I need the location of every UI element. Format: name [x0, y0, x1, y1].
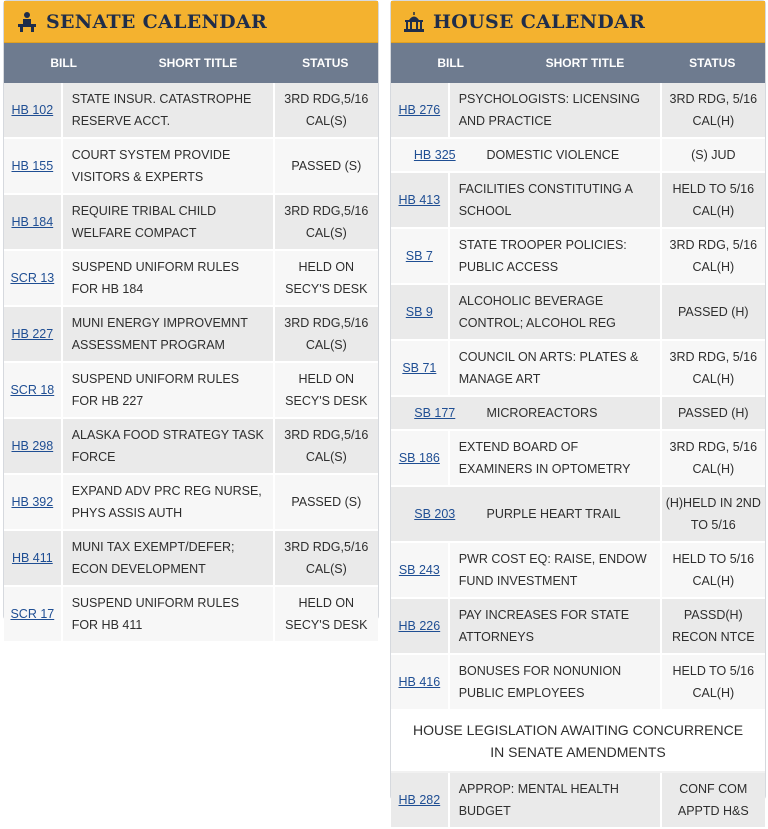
short-title-cell: EXTEND BOARD OF EXAMINERS IN OPTOMETRY: [458, 440, 631, 476]
table-row: [391, 229, 765, 285]
bill-cell: [4, 587, 63, 641]
table-row: [391, 655, 765, 711]
short-title-cell: MICROREACTORS: [486, 406, 598, 420]
short-title-cell: EXPAND ADV PRC REG NURSE, PHYS ASSIS AUTH: [71, 484, 262, 520]
status-cell: HELD ON SECY'S DESK: [273, 251, 378, 305]
short-title-cell: PWR COST EQ: RAISE, ENDOW FUND INVESTMENT: [458, 552, 647, 588]
status-cell: 3RD RDG,5/16 CAL(S): [273, 307, 378, 361]
bill-link[interactable]: SB 71: [402, 361, 437, 375]
bill-cell: [391, 655, 450, 709]
bill-cell: [4, 475, 63, 529]
status-cell: 3RD RDG, 5/16 CAL(H): [660, 83, 765, 137]
table-row: [4, 139, 378, 195]
bill-cell: [391, 773, 450, 827]
table-row: [391, 139, 765, 173]
senate-column-headers: [4, 43, 378, 83]
short-title-cell: FACILITIES CONSTITUTING A SCHOOL: [458, 182, 633, 218]
bill-link[interactable]: HB 413: [398, 193, 441, 207]
short-title-cell: MUNI TAX EXEMPT/DEFER; ECON DEVELOPMENT: [71, 540, 235, 576]
bill-link[interactable]: HB 155: [11, 159, 54, 173]
status-cell: 3RD RDG, 5/16 CAL(H): [660, 229, 765, 283]
table-row: [4, 419, 378, 475]
bill-link[interactable]: HB 298: [11, 439, 54, 453]
bill-cell: [391, 229, 450, 283]
bill-cell: [391, 341, 450, 395]
short-title-cell: REQUIRE TRIBAL CHILD WELFARE COMPACT: [71, 204, 217, 240]
table-row: [391, 487, 765, 543]
table-row: [4, 251, 378, 307]
short-title-cell: COUNCIL ON ARTS: PLATES & MANAGE ART: [458, 350, 639, 386]
bill-cell: [391, 285, 450, 339]
house-column-headers: [391, 43, 765, 83]
status-cell: 3RD RDG,5/16 CAL(S): [273, 531, 378, 585]
bill-cell: [391, 83, 450, 137]
bill-link[interactable]: SB 7: [405, 249, 433, 263]
bill-cell: [391, 139, 479, 171]
table-row: [4, 587, 378, 643]
bill-link[interactable]: SB 243: [398, 563, 440, 577]
table-row: [391, 83, 765, 139]
status-cell: 3RD RDG,5/16 CAL(S): [273, 419, 378, 473]
short-title-cell: COURT SYSTEM PROVIDE VISITORS & EXPERTS: [71, 148, 231, 184]
bill-column-header: BILL: [50, 56, 78, 70]
bill-cell: [391, 397, 479, 429]
house-calendar-title: HOUSE CALENDAR: [433, 10, 646, 33]
bill-link[interactable]: SB 186: [398, 451, 440, 465]
short-title-cell: PSYCHOLOGISTS: LICENSING AND PRACTICE: [458, 92, 640, 128]
status-cell: 3RD RDG,5/16 CAL(S): [273, 195, 378, 249]
bill-cell: [4, 251, 63, 305]
status-cell: PASSD(H) RECON NTCE: [660, 599, 765, 653]
bill-link[interactable]: SB 203: [414, 507, 456, 521]
bill-link[interactable]: HB 102: [11, 103, 54, 117]
bill-link[interactable]: HB 282: [398, 793, 441, 807]
status-cell: (S) JUD: [660, 139, 765, 171]
status-cell: HELD ON SECY'S DESK: [273, 363, 378, 417]
short-title-cell: MUNI ENERGY IMPROVEMNT ASSESSMENT PROGRAM: [71, 316, 248, 352]
status-cell: 3RD RDG, 5/16 CAL(H): [660, 341, 765, 395]
bill-link[interactable]: HB 276: [398, 103, 441, 117]
short-title-cell: STATE INSUR. CATASTROPHE RESERVE ACCT.: [71, 92, 252, 128]
short-title-cell: ALCOHOLIC BEVERAGE CONTROL; ALCOHOL REG: [458, 294, 616, 330]
bill-link[interactable]: SB 9: [405, 305, 433, 319]
short-title-cell: SUSPEND UNIFORM RULES FOR HB 184: [71, 260, 240, 296]
bill-link[interactable]: HB 184: [11, 215, 54, 229]
bill-link[interactable]: SCR 13: [10, 271, 55, 285]
table-row: [391, 773, 765, 829]
status-cell: HELD TO 5/16 CAL(H): [660, 173, 765, 227]
bill-cell: [391, 599, 450, 653]
status-cell: (H)HELD IN 2ND TO 5/16: [660, 487, 765, 541]
short-title-column-header: SHORT TITLE: [158, 56, 238, 70]
status-cell: PASSED (S): [273, 139, 378, 193]
bill-link[interactable]: HB 411: [11, 551, 53, 565]
table-row: [391, 173, 765, 229]
capitol-building-icon: [403, 11, 425, 33]
bill-cell: [391, 487, 479, 541]
status-cell: CONF COM APPTD H&S: [660, 773, 765, 827]
short-title-cell: SUSPEND UNIFORM RULES FOR HB 411: [71, 596, 240, 632]
table-row: [391, 397, 765, 431]
senate-chamber-icon: [16, 11, 38, 33]
short-title-cell: APPROP: MENTAL HEALTH BUDGET: [458, 782, 619, 818]
bill-link[interactable]: HB 226: [398, 619, 441, 633]
bill-link[interactable]: HB 392: [11, 495, 54, 509]
bill-column-header: BILL: [437, 56, 465, 70]
status-cell: 3RD RDG,5/16 CAL(S): [273, 83, 378, 137]
bill-link[interactable]: HB 325: [413, 148, 456, 162]
senate-calendar-panel: [3, 0, 379, 632]
bill-cell: [391, 431, 450, 485]
table-row: [391, 543, 765, 599]
short-title-column-header: SHORT TITLE: [545, 56, 625, 70]
senate-calendar-banner: [4, 1, 378, 43]
concurrence-table-body: [391, 773, 765, 829]
status-cell: HELD TO 5/16 CAL(H): [660, 543, 765, 597]
table-row: [391, 285, 765, 341]
house-calendar-panel: [390, 0, 766, 818]
table-row: [4, 531, 378, 587]
concurrence-section-heading: HOUSE LEGISLATION AWAITING CONCURRENCE IN SENATE AMENDMENTS: [391, 711, 765, 773]
table-row: [391, 599, 765, 655]
status-column-header: STATUS: [689, 56, 736, 70]
bill-cell: [4, 307, 63, 361]
table-row: [391, 431, 765, 487]
short-title-cell: SUSPEND UNIFORM RULES FOR HB 227: [71, 372, 240, 408]
bill-cell: [4, 363, 63, 417]
bill-link[interactable]: HB 416: [398, 675, 441, 689]
house-table-body: [391, 83, 765, 711]
short-title-cell: PURPLE HEART TRAIL: [486, 507, 621, 521]
bill-cell: [4, 531, 63, 585]
bill-link[interactable]: HB 227: [11, 327, 54, 341]
status-cell: PASSED (H): [660, 285, 765, 339]
bill-cell: [4, 195, 63, 249]
bill-cell: [391, 543, 450, 597]
bill-cell: [4, 419, 63, 473]
short-title-cell: PAY INCREASES FOR STATE ATTORNEYS: [458, 608, 630, 644]
short-title-cell: ALASKA FOOD STRATEGY TASK FORCE: [71, 428, 264, 464]
bill-link[interactable]: SCR 18: [10, 383, 55, 397]
short-title-cell: STATE TROOPER POLICIES: PUBLIC ACCESS: [458, 238, 627, 274]
status-column-header: STATUS: [302, 56, 349, 70]
table-row: [4, 195, 378, 251]
bill-link[interactable]: SB 177: [414, 406, 456, 420]
senate-calendar-title: SENATE CALENDAR: [46, 10, 268, 33]
status-cell: HELD TO 5/16 CAL(H): [660, 655, 765, 709]
short-title-cell: DOMESTIC VIOLENCE: [486, 148, 620, 162]
status-cell: PASSED (H): [660, 397, 765, 429]
table-row: [4, 475, 378, 531]
bill-cell: [4, 139, 63, 193]
senate-table-body: [4, 83, 378, 643]
status-cell: PASSED (S): [273, 475, 378, 529]
bill-cell: [391, 173, 450, 227]
short-title-cell: BONUSES FOR NONUNION PUBLIC EMPLOYEES: [458, 664, 622, 700]
status-cell: HELD ON SECY'S DESK: [273, 587, 378, 641]
status-cell: 3RD RDG, 5/16 CAL(H): [660, 431, 765, 485]
table-row: [4, 307, 378, 363]
table-row: [4, 363, 378, 419]
bill-cell: [4, 83, 63, 137]
table-row: [391, 341, 765, 397]
house-calendar-banner: [391, 1, 765, 43]
bill-link[interactable]: SCR 17: [10, 607, 55, 621]
table-row: [4, 83, 378, 139]
